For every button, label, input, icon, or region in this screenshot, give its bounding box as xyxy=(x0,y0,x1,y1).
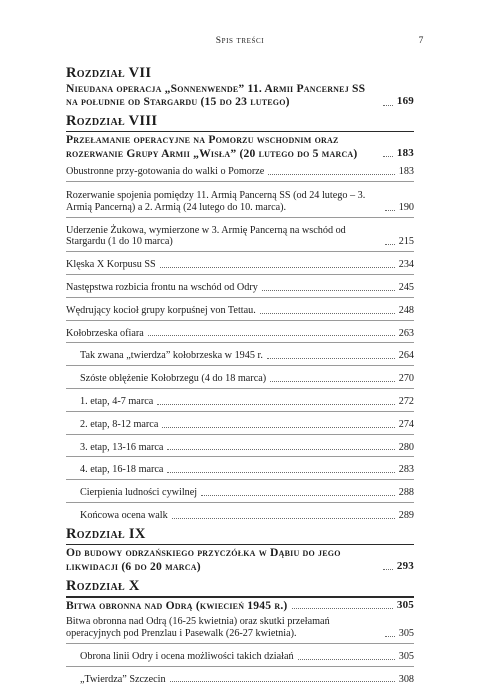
entry-page: 283 xyxy=(398,464,414,476)
entry-page: 289 xyxy=(398,509,414,521)
chapter-rule xyxy=(66,596,414,598)
dot-leader xyxy=(160,266,395,268)
toc-entry[interactable] xyxy=(66,82,414,109)
entry-page: 169 xyxy=(396,95,414,108)
dot-leader xyxy=(201,494,395,496)
entry-page: 215 xyxy=(398,236,414,248)
entry-title: Końcowa ocena walk xyxy=(80,509,168,521)
toc-subentry[interactable] xyxy=(66,464,414,480)
entry-page: 308 xyxy=(398,673,414,685)
toc-subentry[interactable] xyxy=(66,651,414,667)
dot-leader xyxy=(292,607,393,609)
entry-page: 248 xyxy=(398,304,414,316)
toc-entry[interactable] xyxy=(66,166,414,182)
toc-entry[interactable] xyxy=(66,599,414,612)
toc-subentry[interactable] xyxy=(66,674,414,686)
dot-leader xyxy=(162,426,394,428)
entry-page: 245 xyxy=(398,282,414,293)
entry-title: Obrona linii Odry i ocena możliwości takich działań xyxy=(80,650,294,662)
entry-title: Klęska X Korpusu SS xyxy=(66,259,156,271)
entry-page: 280 xyxy=(398,441,414,453)
dot-leader xyxy=(385,209,395,211)
entry-page: 263 xyxy=(398,327,414,339)
dot-leader xyxy=(167,448,394,450)
running-header xyxy=(0,36,480,50)
dot-leader xyxy=(260,312,395,314)
dot-leader xyxy=(157,403,394,405)
entry-title: 4. etap, 16-18 marca xyxy=(80,464,164,476)
toc-entry[interactable] xyxy=(66,225,414,253)
header-title: Spis treści xyxy=(215,36,265,46)
dot-leader xyxy=(298,658,395,660)
entry-page: 288 xyxy=(398,487,414,499)
entry-page: 272 xyxy=(398,395,414,407)
toc-subentry[interactable] xyxy=(66,373,414,389)
header-page-number: 7 xyxy=(418,36,424,46)
dot-leader xyxy=(383,155,393,157)
toc-entry[interactable] xyxy=(66,616,414,644)
toc-entry[interactable] xyxy=(66,190,414,218)
toc-entry[interactable] xyxy=(66,133,414,160)
table-of-contents xyxy=(66,66,414,685)
entry-page: 270 xyxy=(398,373,414,385)
dot-leader xyxy=(170,680,395,682)
entry-title: Uderzenie Żukowa, wymierzone w 3. Armię Pancerną na wschód od Stargardu (1 do 10 marca) xyxy=(66,224,346,248)
entry-title: Wędrujący kocioł grupy korpuśnej von Tettau. xyxy=(66,304,256,316)
chapter-rule xyxy=(66,131,414,133)
toc-subentry[interactable] xyxy=(66,487,414,503)
entry-title: Kołobrzeska ofiara xyxy=(66,327,144,339)
entry-page: 183 xyxy=(396,146,414,159)
entry-title: 2. etap, 8-12 marca xyxy=(80,418,159,430)
toc-subentry[interactable] xyxy=(66,396,414,412)
dot-leader xyxy=(383,104,393,106)
chapter-9 xyxy=(66,527,414,573)
toc-entry[interactable] xyxy=(66,259,414,275)
entry-page: 264 xyxy=(398,350,414,362)
entry-title: Bitwa obronna nad Odrą (16-25 kwietnia) oraz skutki przełamań operacyjnych pod Prenzlau i Pasewalk (26-27 kwietnia). xyxy=(66,616,330,639)
chapter-7 xyxy=(66,66,414,109)
toc-entry[interactable] xyxy=(66,546,414,573)
dot-leader xyxy=(148,334,395,336)
chapter-8 xyxy=(66,114,414,522)
entry-page: 183 xyxy=(398,166,414,178)
entry-page: 293 xyxy=(396,559,414,572)
entry-title: Obustronne przy-gotowania do walki o Pomorze xyxy=(66,166,265,178)
entry-page: 234 xyxy=(398,259,414,271)
dot-leader xyxy=(385,635,395,637)
entry-page: 190 xyxy=(398,201,414,213)
dot-leader xyxy=(268,173,394,175)
chapter-10 xyxy=(66,579,414,685)
chapter-rule xyxy=(66,544,414,546)
dot-leader xyxy=(383,568,393,570)
toc-subentry[interactable] xyxy=(66,510,414,522)
entry-title: 3. etap, 13-16 marca xyxy=(80,441,164,453)
entry-title: Cierpienia ludności cywilnej xyxy=(80,487,198,499)
entry-page: 305 xyxy=(398,627,414,639)
entry-title: Bitwa obronna nad Odrą (kwiecień 1945 r.) xyxy=(66,598,288,612)
chapter-heading: Rozdział X xyxy=(66,578,140,595)
dot-leader xyxy=(262,289,395,291)
dot-leader xyxy=(167,471,394,473)
dot-leader xyxy=(172,517,395,519)
toc-subentry[interactable] xyxy=(66,350,414,366)
entry-page: 305 xyxy=(398,650,414,662)
dot-leader xyxy=(267,357,395,359)
dot-leader xyxy=(270,380,395,382)
entry-title: Od budowy odrzańskiego przyczółka w Dąbiu do jego likwidacji (6 do 20 marca) xyxy=(66,546,341,573)
entry-title: Szóste oblężenie Kołobrzegu (4 do 18 marca) xyxy=(80,373,267,385)
entry-title: „Twierdza” Szczecin xyxy=(80,673,166,685)
entry-title: Nieudana operacja „Sonnenwende” 11. Armii Pancernej SS na południe od Stargardu (15 do 23 lutego) xyxy=(66,82,366,109)
entry-title: Następstwa rozbicia frontu na wschód od Odry xyxy=(66,282,258,293)
entry-page: 274 xyxy=(398,418,414,430)
toc-subentry[interactable] xyxy=(66,442,414,458)
toc-entry[interactable] xyxy=(66,305,414,321)
entry-title: Rozerwanie spojenia pomiędzy 11. Armią Pancerną SS (od 24 lutego – 3. Armią Pancerną) a 2. Armią (24 lutego do 10. marca). xyxy=(66,190,366,213)
entry-page: 305 xyxy=(396,598,414,611)
chapter-heading: Rozdział VIII xyxy=(66,112,158,129)
entry-title: Przełamanie operacyjne na Pomorzu wschodnim oraz rozerwanie Grupy Armii „Wisła” (20 lutego do 5 marca) xyxy=(66,133,358,160)
toc-entry[interactable] xyxy=(66,328,414,344)
chapter-heading: Rozdział IX xyxy=(66,525,146,542)
entry-title: 1. etap, 4-7 marca xyxy=(80,395,154,407)
dot-leader xyxy=(385,243,395,245)
chapter-heading: Rozdział VII xyxy=(66,65,152,81)
entry-title: Tak zwana „twierdza” kołobrzeska w 1945 r. xyxy=(80,350,263,362)
toc-subentry[interactable] xyxy=(66,419,414,435)
toc-entry[interactable] xyxy=(66,282,414,298)
